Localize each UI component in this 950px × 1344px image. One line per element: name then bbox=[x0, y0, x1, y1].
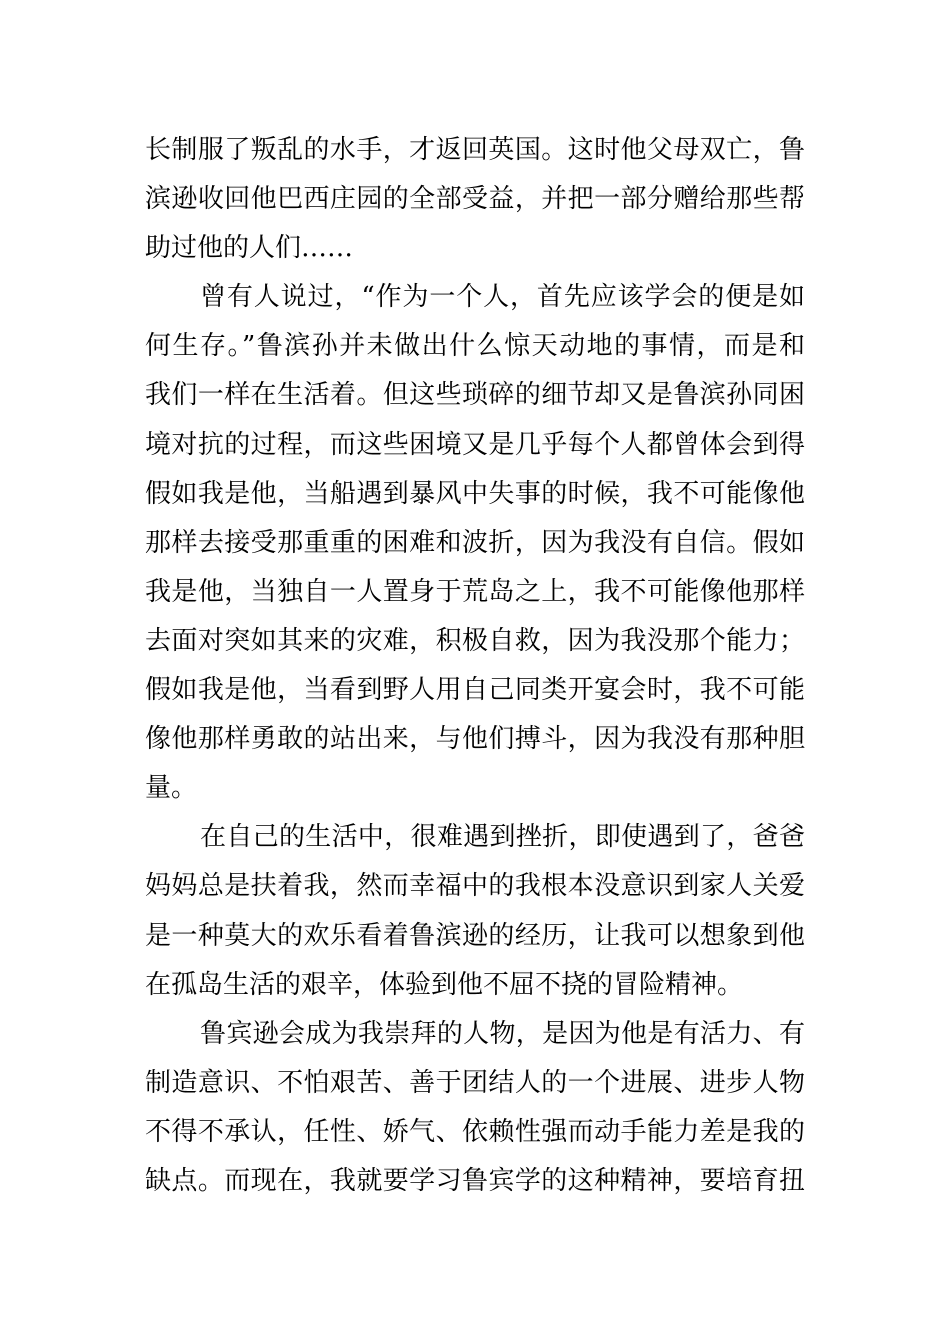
document-body bbox=[145, 126, 805, 1206]
text-line: 假如我是他，当看到野人用自己同类开宴会时，我不可能 bbox=[145, 675, 805, 706]
paragraph-2 bbox=[145, 273, 805, 813]
text-line: 妈妈总是扶着我，然而幸福中的我根本没意识到家人关爱 bbox=[145, 871, 805, 902]
text-line: 鲁宾逊会成为我崇拜的人物，是因为他是有活力、有 bbox=[200, 1018, 805, 1049]
text-line: 是一种莫大的欢乐看着鲁滨逊的经历，让我可以想象到他 bbox=[145, 920, 805, 951]
text-line: 在孤岛生活的艰辛，体验到他不屈不挠的冒险精神。 bbox=[145, 969, 744, 1000]
text-line: 不得不承认，任性、娇气、依赖性强而动手能力差是我的 bbox=[145, 1116, 805, 1147]
paragraph-4 bbox=[145, 1010, 805, 1206]
text-line: 曾有人说过，“作为一个人，首先应该学会的便是如 bbox=[200, 282, 805, 313]
text-line: 在自己的生活中，很难遇到挫折，即使遇到了，爸爸 bbox=[200, 822, 805, 853]
paragraph-1 bbox=[145, 126, 805, 273]
text-line: 像他那样勇敢的站出来，与他们搏斗，因为我没有那种胆 bbox=[145, 724, 805, 755]
text-line: 我是他，当独自一人置身于荒岛之上，我不可能像他那样 bbox=[145, 576, 805, 607]
text-line: 那样去接受那重重的困难和波折，因为我没有自信。假如 bbox=[145, 527, 805, 558]
text-line: 何生存。”鲁滨孙并未做出什么惊天动地的事情，而是和 bbox=[145, 331, 805, 362]
text-line: 滨逊收回他巴西庄园的全部受益，并把一部分赠给那些帮 bbox=[145, 184, 805, 215]
text-line: 制造意识、不怕艰苦、善于团结人的一个进展、进步人物 bbox=[145, 1067, 805, 1098]
paragraph-3 bbox=[145, 813, 805, 1009]
text-line: 假如我是他，当船遇到暴风中失事的时候，我不可能像他 bbox=[145, 478, 805, 509]
text-line: 量。 bbox=[145, 773, 198, 804]
text-line: 我们一样在生活着。但这些琐碎的细节却又是鲁滨孙同困 bbox=[145, 380, 805, 411]
text-line: 长制服了叛乱的水手，才返回英国。这时他父母双亡，鲁 bbox=[145, 135, 805, 165]
text-line: 去面对突如其来的灾难，积极自救，因为我没那个能力； bbox=[145, 625, 805, 656]
text-line: 助过他的人们…… bbox=[145, 233, 354, 264]
text-line: 缺点。而现在，我就要学习鲁宾学的这种精神，要培育扭 bbox=[145, 1165, 805, 1196]
text-line: 境对抗的过程，而这些困境又是几乎每个人都曾体会到得 bbox=[145, 429, 805, 460]
